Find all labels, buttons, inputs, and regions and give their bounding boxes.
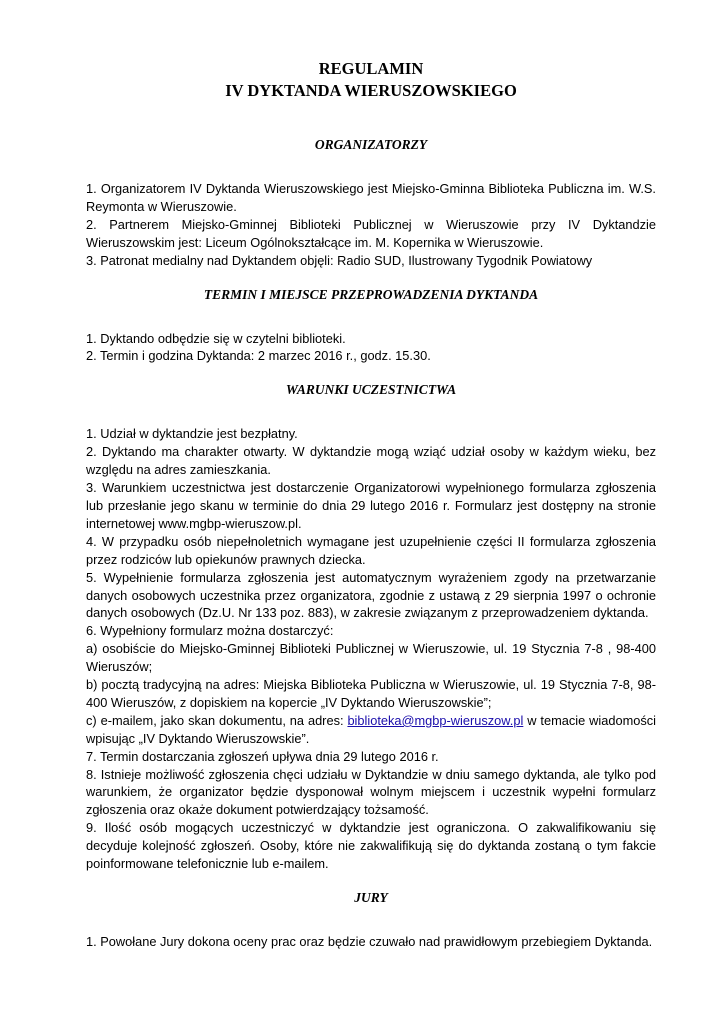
organizers-item-3: 3. Patronat medialny nad Dyktandem objęli: Radio SUD, Ilustrowany Tygodnik Powiatowy	[86, 252, 593, 268]
conditions-item-2: 2. Dyktando ma charakter otwarty. W dyktandzie mogą wziąć udział osoby w każdym wieku, bez względu na adres zamieszkania.	[86, 444, 656, 478]
conditions-item-6a: a) osobiście do Miejsko-Gminnej Biblioteki Publicznej w Wieruszowie, ul. 19 Stycznia 7-8 , 98-400 Wieruszów;	[86, 641, 656, 675]
conditions-item-8: 8. Istnieje możliwość zgłoszenia chęci udziału w Dyktandzie w dniu samego dyktanda, ale tylko pod warunkiem, że organizator będzie dysponował wolnym miejscem i uczestnik wypełni formularz zgłoszenia oraz okaże dokument potwierdzający tożsamość.	[86, 766, 656, 818]
organizers-item-1: 1. Organizatorem IV Dyktanda Wieruszowskiego jest Miejsko-Gminna Biblioteka Publiczna im. W.S. Reymonta w Wieruszowie.	[86, 181, 656, 214]
conditions-item-5: 5. Wypełnienie formularza zgłoszenia jest automatycznym wyrażeniem zgody na przetwarzanie danych osobowych uczestnika przez organizatora, zgodnie z ustawą z 29 sierpnia 1997 o ochronie danych osobowych (Dz.U. Nr 133 poz. 883), w zakresie związanym z przeprowadzeniem dyktanda.	[86, 569, 656, 621]
conditions-item-4: 4. W przypadku osób niepełnoletnich wymagane jest uzupełnienie części II formularza zgłoszenia przez rodziców lub opiekunów prawnych dziecka.	[86, 533, 656, 567]
library-email-link[interactable]: biblioteka@mgbp-wieruszow.pl	[347, 712, 524, 728]
place-time-item-2: 2. Termin i godzina Dyktanda: 2 marzec 2016 r., godz. 15.30.	[86, 348, 431, 364]
document-title-line-2: IV DYKTANDA WIERUSZOWSKIEGO	[225, 81, 517, 100]
conditions-item-6c	[86, 712, 656, 748]
document-title-line-1: REGULAMIN	[318, 59, 424, 78]
organizers-item-2: 2. Partnerem Miejsko-Gminnej Biblioteki Publicznej w Wieruszowie przy IV Dyktandzie Wieruszowskim jest: Liceum Ogólnokształcące im. M. Kopernika w Wieruszowie.	[86, 216, 656, 250]
conditions-item-6b: b) pocztą tradycyjną na adres: Miejska Biblioteka Publiczna w Wieruszowie, ul. 19 Stycznia 7-8, 98-400 Wieruszów, z dopiskiem na kopercie „IV Dyktando Wieruszowskie”;	[86, 677, 656, 710]
section-heading-organizers: ORGANIZATORZY	[314, 137, 428, 152]
conditions-item-6: 6. Wypełniony formularz można dostarczyć:	[86, 623, 334, 639]
section-heading-conditions: WARUNKI UCZESTNICTWA	[285, 382, 457, 398]
jury-item-1: 1. Powołane Jury dokona oceny prac oraz będzie czuwało nad prawidłowym przebiegiem Dyktanda.	[86, 934, 653, 949]
conditions-item-6c-text-after: w temacie wiadomości wpisując „IV Dyktando Wieruszowskie”.	[86, 712, 656, 746]
conditions-item-3: 3. Warunkiem uczestnictwa jest dostarczenie Organizatorowi wypełnionego formularza zgłoszenia lub przesłanie jego skanu w terminie do dnia 29 lutego 2016 r. Formularz jest dostępny na stronie internetowej www.mgbp-wieruszow.pl.	[86, 480, 656, 531]
conditions-item-1: 1. Udział w dyktandzie jest bezpłatny.	[86, 426, 298, 442]
section-heading-jury: JURY	[354, 890, 388, 905]
conditions-item-7: 7. Termin dostarczania zgłoszeń upływa dnia 29 lutego 2016 r.	[86, 748, 439, 764]
section-heading-place-time: TERMIN I MIEJSCE PRZEPROWADZENIA DYKTANDA	[203, 286, 539, 302]
place-time-item-1: 1. Dyktando odbędzie się w czytelni biblioteki.	[86, 330, 346, 346]
conditions-item-6c-text-before: c) e-mailem, jako skan dokumentu, na adres:	[86, 712, 348, 728]
conditions-item-9: 9. Ilość osób mogących uczestniczyć w dyktandzie jest ograniczona. O zakwalifikowaniu się decyduje kolejność zgłoszeń. Osoby, które nie zakwalifikują się do dyktanda zostaną o tym fakcie poinformowane telefonicznie lub e-mailem.	[86, 820, 656, 872]
